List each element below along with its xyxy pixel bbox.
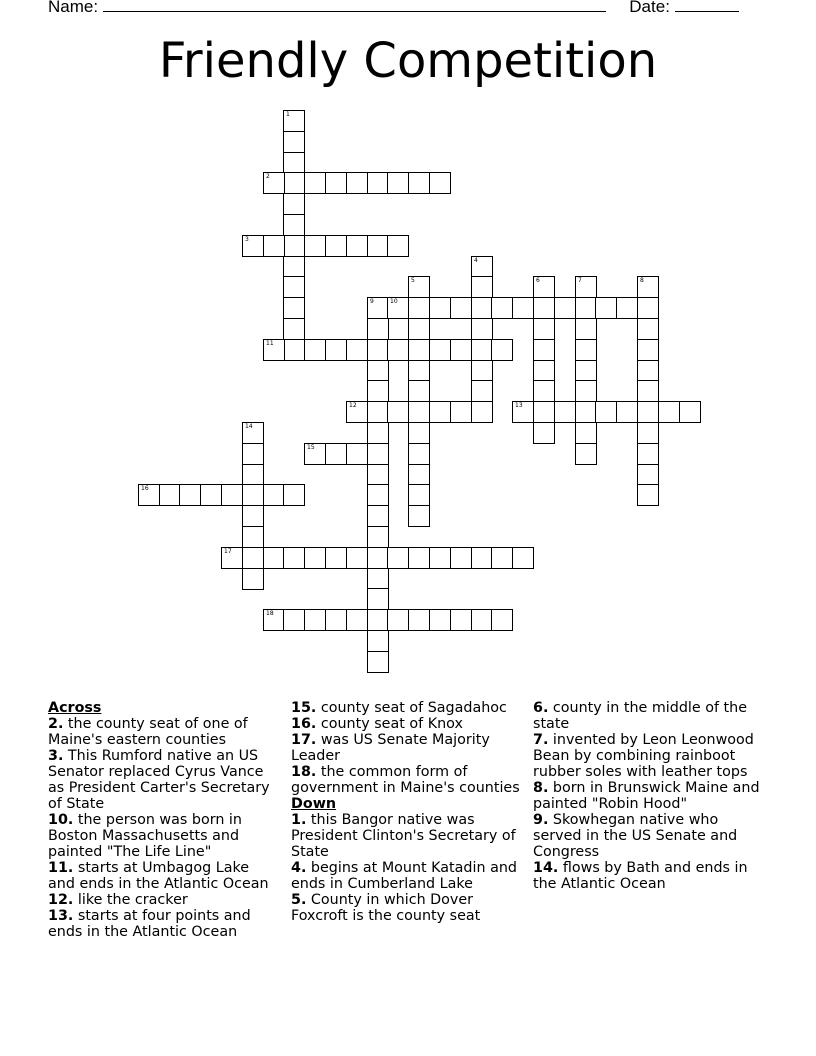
down-clue <box>291 892 526 924</box>
grid-cell[interactable] <box>533 401 555 423</box>
grid-cell[interactable] <box>679 401 701 423</box>
grid-cell[interactable] <box>471 547 493 569</box>
grid-cell[interactable] <box>408 547 430 569</box>
grid-cell[interactable] <box>367 380 389 402</box>
grid-cell[interactable] <box>512 297 534 319</box>
grid-cell[interactable] <box>346 443 368 465</box>
grid-cell[interactable] <box>408 360 430 382</box>
grid-cell[interactable] <box>325 172 347 194</box>
clue-number: 9 <box>370 298 374 305</box>
grid-cell[interactable] <box>575 276 597 298</box>
grid-cell[interactable] <box>242 443 264 465</box>
clue-number: 11. <box>48 860 74 876</box>
down-clue <box>291 860 526 892</box>
grid-cell[interactable] <box>283 609 305 631</box>
grid-cell[interactable] <box>387 609 409 631</box>
grid-cell[interactable] <box>408 443 430 465</box>
clue-number: 17. <box>291 732 317 748</box>
date-label: Date: <box>629 0 670 16</box>
grid-cell[interactable] <box>283 131 305 153</box>
clue-number: 14. <box>533 860 559 876</box>
clue-number: 3 <box>245 236 249 243</box>
grid-cell[interactable] <box>575 401 597 423</box>
grid-cell[interactable] <box>387 401 409 423</box>
grid-cell[interactable] <box>616 297 638 319</box>
grid-cell[interactable] <box>242 568 264 590</box>
clue-number: 4 <box>474 257 478 264</box>
grid-cell[interactable] <box>283 110 305 132</box>
grid-cell[interactable] <box>367 172 389 194</box>
grid-cell[interactable] <box>346 547 368 569</box>
grid-cell[interactable] <box>367 651 389 673</box>
grid-cell[interactable] <box>637 484 659 506</box>
grid-cell[interactable] <box>491 297 513 319</box>
clues-column-3 <box>533 700 763 892</box>
grid-cell[interactable] <box>637 339 659 361</box>
clue-text: the person was born in Boston Massachusetts and painted "The Life Line" <box>48 812 242 860</box>
clue-text: begins at Mount Katadin and ends in Cumberland Lake <box>291 860 517 892</box>
grid-cell[interactable] <box>367 443 389 465</box>
grid-cell[interactable] <box>387 235 409 257</box>
grid-cell[interactable] <box>304 609 326 631</box>
clue-number: 7 <box>578 277 582 284</box>
grid-cell[interactable] <box>408 172 430 194</box>
grid-cell[interactable] <box>242 464 264 486</box>
grid-cell[interactable] <box>533 339 555 361</box>
grid-cell[interactable] <box>429 609 451 631</box>
clue-number: 10. <box>48 812 74 828</box>
clue-text: was US Senate Majority Leader <box>291 732 490 764</box>
grid-cell[interactable] <box>512 401 534 423</box>
grid-cell[interactable] <box>533 297 555 319</box>
grid-cell[interactable] <box>429 297 451 319</box>
down-clue <box>533 700 763 732</box>
grid-cell[interactable] <box>450 609 472 631</box>
grid-cell[interactable] <box>471 276 493 298</box>
grid-cell[interactable] <box>575 422 597 444</box>
grid-cell[interactable] <box>637 318 659 340</box>
down-clue <box>533 812 763 860</box>
clue-text: County in which Dover Foxcroft is the county seat <box>291 892 481 924</box>
grid-cell[interactable] <box>450 401 472 423</box>
grid-cell[interactable] <box>367 547 389 569</box>
across-clue <box>48 908 278 940</box>
down-clue <box>533 732 763 780</box>
grid-cell[interactable] <box>283 484 305 506</box>
grid-cell[interactable] <box>304 443 326 465</box>
clue-text: like the cracker <box>73 892 188 908</box>
across-clue <box>291 716 526 732</box>
across-clue <box>48 860 278 892</box>
grid-cell[interactable] <box>283 339 305 361</box>
grid-cell[interactable] <box>159 484 181 506</box>
across-heading: Across <box>48 700 102 716</box>
clue-number: 15. <box>291 700 317 716</box>
clue-number: 2 <box>266 173 270 180</box>
clue-number: 16. <box>291 716 317 732</box>
across-clue <box>48 892 278 908</box>
grid-cell[interactable] <box>325 443 347 465</box>
down-clue <box>533 780 763 812</box>
grid-cell[interactable] <box>283 235 305 257</box>
grid-cell[interactable] <box>533 422 555 444</box>
grid-cell[interactable] <box>637 360 659 382</box>
clues-column-1 <box>48 700 278 940</box>
clue-number: 5. <box>291 892 307 908</box>
grid-cell[interactable] <box>367 235 389 257</box>
clue-number: 13. <box>48 908 74 924</box>
grid-cell[interactable] <box>575 297 597 319</box>
grid-cell[interactable] <box>575 380 597 402</box>
grid-cell[interactable] <box>367 401 389 423</box>
down-clue <box>291 812 526 860</box>
clue-number: 11 <box>266 340 274 347</box>
clue-number: 14 <box>245 423 253 430</box>
grid-cell[interactable] <box>304 235 326 257</box>
grid-cell[interactable] <box>263 172 285 194</box>
clue-text: starts at Umbagog Lake and ends in the Atlantic Ocean <box>48 860 269 892</box>
grid-cell[interactable] <box>283 276 305 298</box>
across-clue <box>291 700 526 716</box>
clue-text: Skowhegan native who served in the US Senate and Congress <box>533 812 738 860</box>
grid-cell[interactable] <box>450 339 472 361</box>
grid-cell[interactable] <box>325 609 347 631</box>
grid-cell[interactable] <box>242 235 264 257</box>
grid-cell[interactable] <box>138 484 160 506</box>
grid-cell[interactable] <box>637 276 659 298</box>
grid-cell[interactable] <box>450 297 472 319</box>
grid-cell[interactable] <box>242 505 264 527</box>
grid-cell[interactable] <box>304 339 326 361</box>
grid-cell[interactable] <box>408 401 430 423</box>
clue-number: 12. <box>48 892 74 908</box>
across-clue <box>48 812 278 860</box>
clue-text: starts at four points and ends in the Atlantic Ocean <box>48 908 251 940</box>
clue-number: 10 <box>390 298 398 305</box>
grid-cell[interactable] <box>637 401 659 423</box>
grid-cell[interactable] <box>346 609 368 631</box>
clue-number: 8 <box>640 277 644 284</box>
grid-cell[interactable] <box>367 568 389 590</box>
grid-cell[interactable] <box>367 318 389 340</box>
grid-cell[interactable] <box>637 297 659 319</box>
clue-text: This Rumford native an US Senator replaced Cyrus Vance as President Carter's Secretary of State <box>48 748 270 812</box>
down-clue <box>533 860 763 892</box>
clue-number: 1. <box>291 812 307 828</box>
grid-cell[interactable] <box>408 505 430 527</box>
grid-cell[interactable] <box>471 297 493 319</box>
clue-text: flows by Bath and ends in the Atlantic Ocean <box>533 860 748 892</box>
clue-number: 6 <box>536 277 540 284</box>
clue-number: 2. <box>48 716 64 732</box>
grid-cell[interactable] <box>325 235 347 257</box>
grid-cell[interactable] <box>283 297 305 319</box>
grid-cell[interactable] <box>595 297 617 319</box>
grid-cell[interactable] <box>283 152 305 174</box>
clue-number: 18 <box>266 610 274 617</box>
grid-cell[interactable] <box>471 609 493 631</box>
grid-cell[interactable] <box>408 422 430 444</box>
grid-cell[interactable] <box>367 526 389 548</box>
grid-cell[interactable] <box>637 464 659 486</box>
clue-text: county seat of Sagadahoc <box>316 700 507 716</box>
grid-cell[interactable] <box>367 505 389 527</box>
grid-cell[interactable] <box>408 484 430 506</box>
grid-cell[interactable] <box>200 484 222 506</box>
clue-text: this Bangor native was President Clinton's Secretary of State <box>291 812 516 860</box>
grid-cell[interactable] <box>387 339 409 361</box>
grid-cell[interactable] <box>575 360 597 382</box>
clue-text: county in the middle of the state <box>533 700 748 732</box>
grid-cell[interactable] <box>408 339 430 361</box>
grid-cell[interactable] <box>491 339 513 361</box>
grid-cell[interactable] <box>346 172 368 194</box>
clue-number: 18. <box>291 764 317 780</box>
grid-cell[interactable] <box>387 172 409 194</box>
grid-cell[interactable] <box>346 339 368 361</box>
grid-cell[interactable] <box>221 547 243 569</box>
grid-cell[interactable] <box>242 422 264 444</box>
grid-cell[interactable] <box>471 339 493 361</box>
grid-cell[interactable] <box>533 318 555 340</box>
grid-cell[interactable] <box>367 484 389 506</box>
clue-number: 1 <box>286 111 290 118</box>
grid-cell[interactable] <box>283 547 305 569</box>
across-clue <box>48 748 278 812</box>
across-clue <box>291 764 526 796</box>
grid-cell[interactable] <box>471 318 493 340</box>
grid-cell[interactable] <box>325 547 347 569</box>
grid-cell[interactable] <box>283 193 305 215</box>
grid-cell[interactable] <box>471 380 493 402</box>
grid-cell[interactable] <box>367 339 389 361</box>
clue-number: 9. <box>533 812 549 828</box>
clue-number: 17 <box>224 548 232 555</box>
grid-cell[interactable] <box>512 547 534 569</box>
grid-cell[interactable] <box>304 172 326 194</box>
across-clue <box>48 716 278 748</box>
clue-number: 4. <box>291 860 307 876</box>
grid-cell[interactable] <box>408 609 430 631</box>
grid-cell[interactable] <box>346 235 368 257</box>
grid-cell[interactable] <box>408 318 430 340</box>
clue-number: 6. <box>533 700 549 716</box>
grid-cell[interactable] <box>242 484 264 506</box>
grid-cell[interactable] <box>263 609 285 631</box>
grid-cell[interactable] <box>221 484 243 506</box>
clue-number: 15 <box>307 444 315 451</box>
grid-cell[interactable] <box>637 422 659 444</box>
grid-cell[interactable] <box>304 547 326 569</box>
grid-cell[interactable] <box>367 630 389 652</box>
grid-cell[interactable] <box>471 256 493 278</box>
grid-cell[interactable] <box>367 297 389 319</box>
clues-column-2 <box>291 700 526 924</box>
grid-cell[interactable] <box>575 443 597 465</box>
grid-cell[interactable] <box>429 172 451 194</box>
grid-cell[interactable] <box>595 401 617 423</box>
grid-cell[interactable] <box>554 401 576 423</box>
grid-cell[interactable] <box>387 547 409 569</box>
grid-cell[interactable] <box>367 360 389 382</box>
grid-cell[interactable] <box>263 339 285 361</box>
grid-cell[interactable] <box>283 214 305 236</box>
grid-cell[interactable] <box>325 339 347 361</box>
grid-cell[interactable] <box>242 547 264 569</box>
grid-cell[interactable] <box>367 609 389 631</box>
clue-number: 16 <box>141 485 149 492</box>
grid-cell[interactable] <box>283 256 305 278</box>
grid-cell[interactable] <box>471 360 493 382</box>
grid-cell[interactable] <box>533 276 555 298</box>
clue-number: 12 <box>349 402 357 409</box>
grid-cell[interactable] <box>429 339 451 361</box>
grid-cell[interactable] <box>491 547 513 569</box>
page-title: Friendly Competition <box>158 33 658 89</box>
clue-number: 3. <box>48 748 64 764</box>
grid-cell[interactable] <box>263 547 285 569</box>
clue-text: born in Brunswick Maine and painted "Robin Hood" <box>533 780 760 812</box>
grid-cell[interactable] <box>533 360 555 382</box>
grid-cell[interactable] <box>658 401 680 423</box>
grid-cell[interactable] <box>242 526 264 548</box>
grid-cell[interactable] <box>179 484 201 506</box>
grid-cell[interactable] <box>408 297 430 319</box>
grid-cell[interactable] <box>387 297 409 319</box>
grid-cell[interactable] <box>491 609 513 631</box>
grid-cell[interactable] <box>471 401 493 423</box>
clue-number: 13 <box>515 402 523 409</box>
grid-cell[interactable] <box>429 547 451 569</box>
grid-cell[interactable] <box>450 547 472 569</box>
grid-cell[interactable] <box>346 401 368 423</box>
grid-cell[interactable] <box>408 276 430 298</box>
clue-text: the common form of government in Maine's counties <box>291 764 520 796</box>
grid-cell[interactable] <box>637 443 659 465</box>
grid-cell[interactable] <box>575 339 597 361</box>
grid-cell[interactable] <box>283 172 305 194</box>
grid-cell[interactable] <box>554 297 576 319</box>
clue-number: 8. <box>533 780 549 796</box>
grid-cell[interactable] <box>575 318 597 340</box>
grid-cell[interactable] <box>408 380 430 402</box>
grid-cell[interactable] <box>367 422 389 444</box>
grid-cell[interactable] <box>616 401 638 423</box>
grid-cell[interactable] <box>263 484 285 506</box>
across-clue <box>291 732 526 764</box>
down-heading: Down <box>291 796 337 812</box>
clue-text: county seat of Knox <box>316 716 463 732</box>
grid-cell[interactable] <box>367 588 389 610</box>
grid-cell[interactable] <box>637 380 659 402</box>
clue-text: invented by Leon Leonwood Bean by combining rainboot rubber soles with leather tops <box>533 732 754 780</box>
grid-cell[interactable] <box>408 464 430 486</box>
clue-number: 7. <box>533 732 549 748</box>
clue-number: 5 <box>411 277 415 284</box>
clue-text: the county seat of one of Maine's eastern counties <box>48 716 248 748</box>
grid-cell[interactable] <box>263 235 285 257</box>
grid-cell[interactable] <box>283 318 305 340</box>
grid-cell[interactable] <box>367 464 389 486</box>
grid-cell[interactable] <box>533 380 555 402</box>
grid-cell[interactable] <box>429 401 451 423</box>
name-label: Name: <box>48 0 99 16</box>
